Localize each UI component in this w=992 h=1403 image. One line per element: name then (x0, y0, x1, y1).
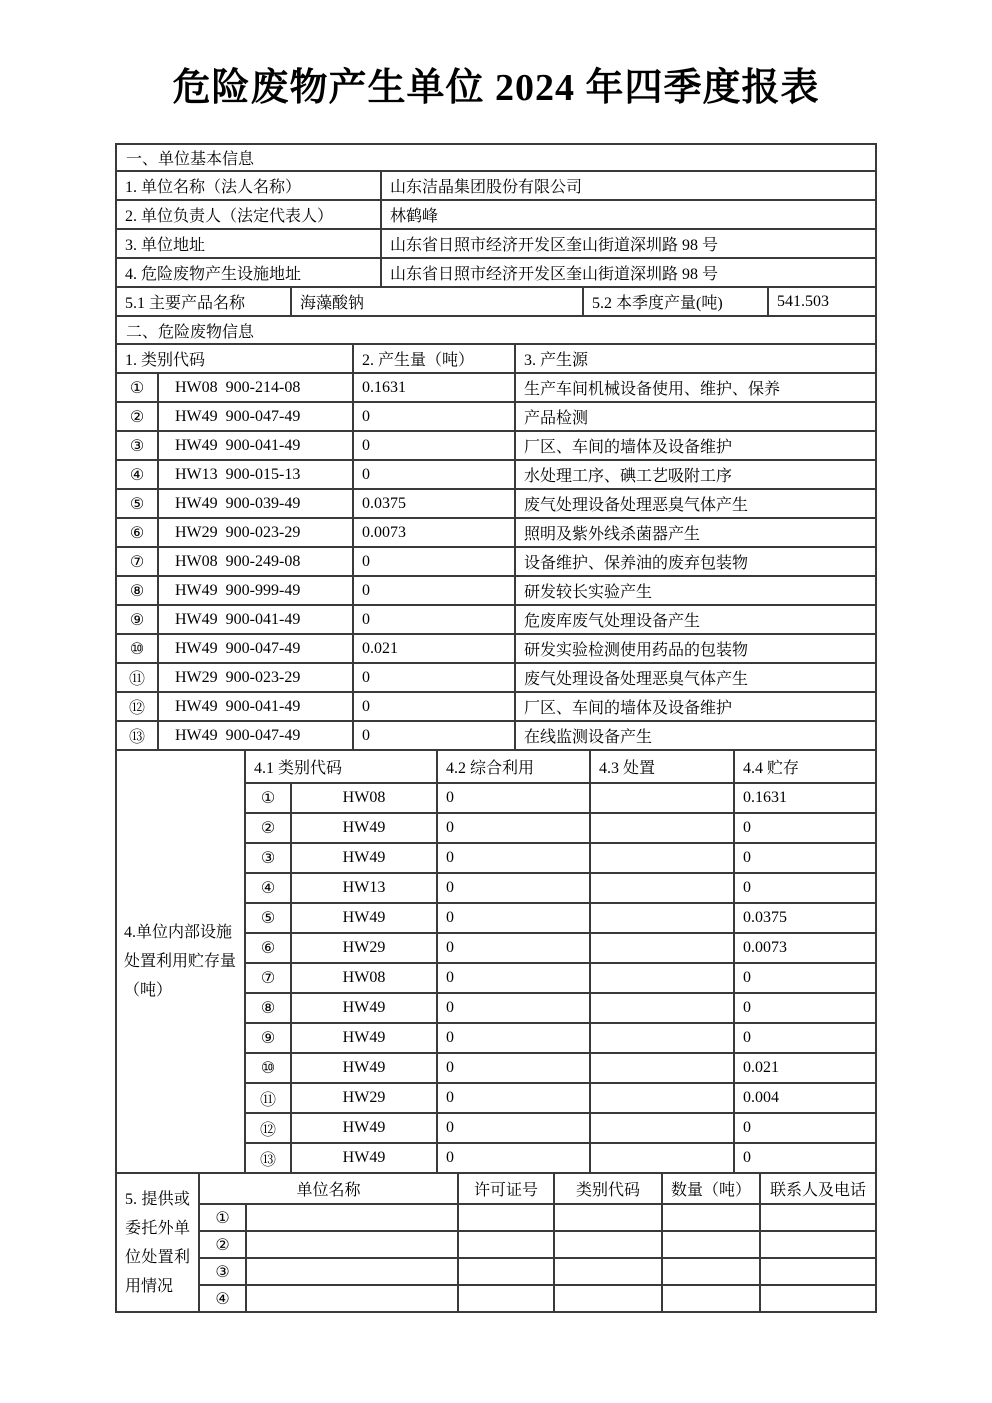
contact-cell (759, 1286, 875, 1311)
unit-name-cell (245, 1286, 457, 1311)
disposal-amount (589, 814, 733, 842)
external-unit-row (200, 1203, 875, 1230)
col-header-unit-name: 单位名称 (296, 1182, 361, 1199)
section5-label-text: 5. 提供或委托外单位处置利用情况 (125, 1190, 190, 1295)
use-amount: 0 (436, 964, 589, 992)
col-header-category-code: 1. 类别代码 (125, 352, 206, 369)
waste-code: HW08 900-214-08 (157, 374, 352, 401)
storage-amount: 0 (733, 844, 875, 872)
waste-source: 危废库废气处理设备产生 (514, 606, 875, 633)
waste-code: HW13 (290, 874, 436, 902)
permit-number-cell (457, 1232, 553, 1257)
row-number: ⑥ (129, 524, 145, 542)
waste-amount: 0.0073 (352, 519, 514, 546)
disposal-amount (589, 994, 733, 1022)
row-number: ⑬ (259, 1151, 276, 1169)
section5-block (117, 1172, 875, 1311)
storage-amount: 0 (733, 964, 875, 992)
waste-amount: 0 (352, 664, 514, 691)
row-number: ⑪ (128, 671, 145, 688)
use-amount: 0 (436, 1024, 589, 1052)
waste-amount: 0.021 (352, 635, 514, 662)
waste-source: 照明及紫外线杀菌器产生 (514, 519, 875, 546)
field-value: 山东省日照市经济开发区奎山街道深圳路 98 号 (380, 230, 875, 257)
use-amount: 0 (436, 1054, 589, 1082)
waste-amount: 0 (352, 548, 514, 575)
row-number: ⑧ (129, 582, 145, 600)
waste-row (117, 546, 875, 575)
waste-row (117, 575, 875, 604)
row-number: ⑫ (128, 700, 145, 717)
disposal-amount (589, 934, 733, 962)
use-amount: 0 (436, 784, 589, 812)
waste-code: HW13 900-015-13 (157, 461, 352, 488)
row-number: ② (215, 1236, 230, 1254)
row-number: ⑨ (260, 1030, 276, 1047)
page-title: 危险废物产生单位 2024 年四季度报表 (172, 67, 820, 109)
row-number: ⑥ (260, 940, 276, 957)
field-label: 3. 单位地址 (125, 237, 206, 254)
waste-code: HW29 900-023-29 (157, 519, 352, 546)
waste-source: 在线监测设备产生 (514, 722, 875, 749)
row-number: ③ (215, 1263, 230, 1281)
section1-header-row (117, 145, 875, 170)
facility-row (246, 1022, 875, 1052)
storage-amount: 0 (733, 874, 875, 902)
info-row (117, 228, 875, 257)
waste-row (117, 633, 875, 662)
contact-cell (759, 1232, 875, 1257)
use-amount: 0 (436, 934, 589, 962)
row-number: ⑧ (260, 1000, 276, 1017)
storage-amount: 0 (733, 994, 875, 1022)
waste-amount: 0.0375 (352, 490, 514, 517)
row-number: ⑨ (129, 611, 145, 629)
waste-code: HW08 900-249-08 (157, 548, 352, 575)
unit-name-cell (245, 1259, 457, 1284)
quarter-output-label: 5.2 本季度产量(吨) (582, 288, 767, 315)
row-number: ① (129, 379, 145, 397)
waste-row (117, 662, 875, 691)
section2-header-row (117, 315, 875, 343)
waste-amount: 0 (352, 693, 514, 720)
waste-source: 水处理工序、碘工艺吸附工序 (514, 461, 875, 488)
waste-source: 设备维护、保养油的废弃包装物 (514, 548, 875, 575)
waste-row (117, 372, 875, 401)
external-unit-row (200, 1230, 875, 1257)
field-value: 山东洁晶集团股份有限公司 (380, 172, 875, 199)
disposal-amount (589, 784, 733, 812)
waste-code: HW49 900-999-49 (157, 577, 352, 604)
disposal-amount (589, 874, 733, 902)
waste-code: HW29 (290, 1084, 436, 1112)
col-header-comprehensive-use: 4.2 综合利用 (436, 751, 589, 782)
col-header-category-code: 4.1 类别代码 (254, 760, 343, 777)
section5-subtable (198, 1174, 875, 1311)
section4-label-text: 4.单位内部设施处置利用贮存量（吨） (124, 924, 237, 999)
row-number: ① (260, 790, 276, 807)
waste-code: HW29 (290, 934, 436, 962)
waste-code: HW49 900-047-49 (157, 635, 352, 662)
waste-code: HW49 (290, 814, 436, 842)
info-row (117, 170, 875, 199)
waste-code: HW49 900-041-49 (157, 693, 352, 720)
product-name-label: 5.1 主要产品名称 (125, 295, 246, 312)
facility-row (246, 932, 875, 962)
col-header-disposal: 4.3 处置 (589, 751, 733, 782)
disposal-amount (589, 1144, 733, 1172)
col-header-contact: 联系人及电话 (759, 1174, 875, 1203)
storage-amount: 0 (733, 1024, 875, 1052)
use-amount: 0 (436, 874, 589, 902)
col-header-amount: 2. 产生量（吨） (352, 345, 514, 372)
waste-code: HW49 900-047-49 (157, 403, 352, 430)
unit-name-cell (245, 1232, 457, 1257)
section2-column-header-row (117, 343, 875, 372)
waste-row (117, 517, 875, 546)
waste-source: 厂区、车间的墙体及设备维护 (514, 432, 875, 459)
waste-source: 废气处理设备处理恶臭气体产生 (514, 490, 875, 517)
col-header-quantity: 数量（吨） (661, 1174, 759, 1203)
col-header-permit-number: 许可证号 (457, 1174, 553, 1203)
row-number: ④ (129, 466, 145, 484)
row-number: ⑦ (129, 553, 145, 571)
field-label: 1. 单位名称（法人名称） (125, 179, 302, 196)
waste-code: HW08 (290, 964, 436, 992)
storage-amount: 0 (733, 1114, 875, 1142)
waste-amount: 0 (352, 461, 514, 488)
row-number: ⑬ (128, 729, 145, 746)
waste-source: 废气处理设备处理恶臭气体产生 (514, 664, 875, 691)
waste-source: 研发较长实验产生 (514, 577, 875, 604)
disposal-amount (589, 1024, 733, 1052)
disposal-amount (589, 1084, 733, 1112)
quantity-cell (661, 1259, 759, 1284)
unit-name-cell (245, 1205, 457, 1230)
col-header-source: 3. 产生源 (514, 345, 875, 372)
disposal-amount (589, 1054, 733, 1082)
waste-code: HW49 (290, 844, 436, 872)
section4-column-header-row (246, 751, 875, 782)
waste-code: HW49 (290, 994, 436, 1022)
waste-row (117, 720, 875, 749)
product-row (117, 286, 875, 315)
field-label: 2. 单位负责人（法定代表人） (125, 208, 334, 225)
external-unit-row (200, 1257, 875, 1284)
row-number: ⑩ (260, 1060, 276, 1077)
use-amount: 0 (436, 814, 589, 842)
facility-row (246, 902, 875, 932)
use-amount: 0 (436, 1114, 589, 1142)
field-value: 山东省日照市经济开发区奎山街道深圳路 98 号 (380, 259, 875, 286)
waste-source: 厂区、车间的墙体及设备维护 (514, 693, 875, 720)
category-code-cell (553, 1286, 661, 1311)
quantity-cell (661, 1205, 759, 1230)
col-header-storage: 4.4 贮存 (733, 751, 875, 782)
facility-row (246, 1112, 875, 1142)
storage-amount: 0.0073 (733, 934, 875, 962)
report-table (115, 143, 877, 1313)
waste-source: 生产车间机械设备使用、维护、保养 (514, 374, 875, 401)
waste-source: 研发实验检测使用药品的包装物 (514, 635, 875, 662)
waste-source: 产品检测 (514, 403, 875, 430)
storage-amount: 0.021 (733, 1054, 875, 1082)
waste-row (117, 459, 875, 488)
section4-label (117, 751, 244, 1172)
category-code-cell (553, 1259, 661, 1284)
waste-code: HW49 900-041-49 (157, 606, 352, 633)
facility-row (246, 842, 875, 872)
facility-row (246, 992, 875, 1022)
row-number: ⑫ (259, 1121, 276, 1139)
row-number: ② (129, 408, 145, 426)
disposal-amount (589, 964, 733, 992)
use-amount: 0 (436, 844, 589, 872)
section1-header: 一、单位基本信息 (126, 151, 255, 168)
use-amount: 0 (436, 904, 589, 932)
row-number: ⑦ (260, 970, 276, 987)
section4-subtable (244, 751, 875, 1172)
use-amount: 0 (436, 994, 589, 1022)
section5-column-header-row (200, 1174, 875, 1203)
quarter-output-value: 541.503 (767, 288, 875, 315)
facility-row (246, 782, 875, 812)
waste-row (117, 401, 875, 430)
section5-label (117, 1174, 198, 1311)
waste-code: HW49 (290, 1114, 436, 1142)
disposal-amount (589, 1114, 733, 1142)
disposal-amount (589, 844, 733, 872)
storage-amount: 0.004 (733, 1084, 875, 1112)
section2-header: 二、危险废物信息 (126, 323, 255, 341)
permit-number-cell (457, 1286, 553, 1311)
use-amount: 0 (436, 1084, 589, 1112)
storage-amount: 0 (733, 814, 875, 842)
facility-row (246, 872, 875, 902)
info-row (117, 199, 875, 228)
waste-amount: 0 (352, 432, 514, 459)
quantity-cell (661, 1232, 759, 1257)
waste-amount: 0.1631 (352, 374, 514, 401)
waste-amount: 0 (352, 577, 514, 604)
waste-code: HW08 (290, 784, 436, 812)
waste-amount: 0 (352, 403, 514, 430)
row-number: ⑪ (259, 1091, 276, 1109)
waste-code: HW49 900-047-49 (157, 722, 352, 749)
col-header-category-code: 类别代码 (553, 1174, 661, 1203)
external-unit-row (200, 1284, 875, 1311)
disposal-amount (589, 904, 733, 932)
quantity-cell (661, 1286, 759, 1311)
row-number: ② (260, 820, 276, 837)
contact-cell (759, 1205, 875, 1230)
waste-code: HW49 (290, 1144, 436, 1172)
field-value: 林鹤峰 (380, 201, 875, 228)
permit-number-cell (457, 1259, 553, 1284)
waste-code: HW29 900-023-29 (157, 664, 352, 691)
row-number: ① (215, 1209, 230, 1227)
facility-row (246, 962, 875, 992)
row-number: ⑩ (129, 640, 145, 658)
storage-amount: 0.0375 (733, 904, 875, 932)
waste-amount: 0 (352, 606, 514, 633)
waste-code: HW49 (290, 1024, 436, 1052)
waste-row (117, 488, 875, 517)
waste-code: HW49 (290, 904, 436, 932)
waste-code: HW49 900-039-49 (157, 490, 352, 517)
permit-number-cell (457, 1205, 553, 1230)
contact-cell (759, 1259, 875, 1284)
facility-row (246, 812, 875, 842)
waste-row (117, 691, 875, 720)
storage-amount: 0.1631 (733, 784, 875, 812)
waste-row (117, 604, 875, 633)
waste-amount: 0 (352, 722, 514, 749)
facility-row (246, 1052, 875, 1082)
info-row (117, 257, 875, 286)
category-code-cell (553, 1205, 661, 1230)
section4-block (117, 749, 875, 1172)
row-number: ⑤ (260, 910, 276, 927)
waste-code: HW49 900-041-49 (157, 432, 352, 459)
waste-code: HW49 (290, 1054, 436, 1082)
facility-row (246, 1082, 875, 1112)
row-number: ④ (260, 880, 276, 897)
facility-row (246, 1142, 875, 1172)
waste-row (117, 430, 875, 459)
row-number: ③ (260, 850, 276, 867)
storage-amount: 0 (733, 1144, 875, 1172)
use-amount: 0 (436, 1144, 589, 1172)
row-number: ③ (129, 437, 145, 455)
category-code-cell (553, 1232, 661, 1257)
product-name-value: 海藻酸钠 (290, 288, 582, 315)
row-number: ⑤ (129, 495, 145, 513)
field-label: 4. 危险废物产生设施地址 (125, 266, 302, 283)
row-number: ④ (215, 1290, 230, 1308)
